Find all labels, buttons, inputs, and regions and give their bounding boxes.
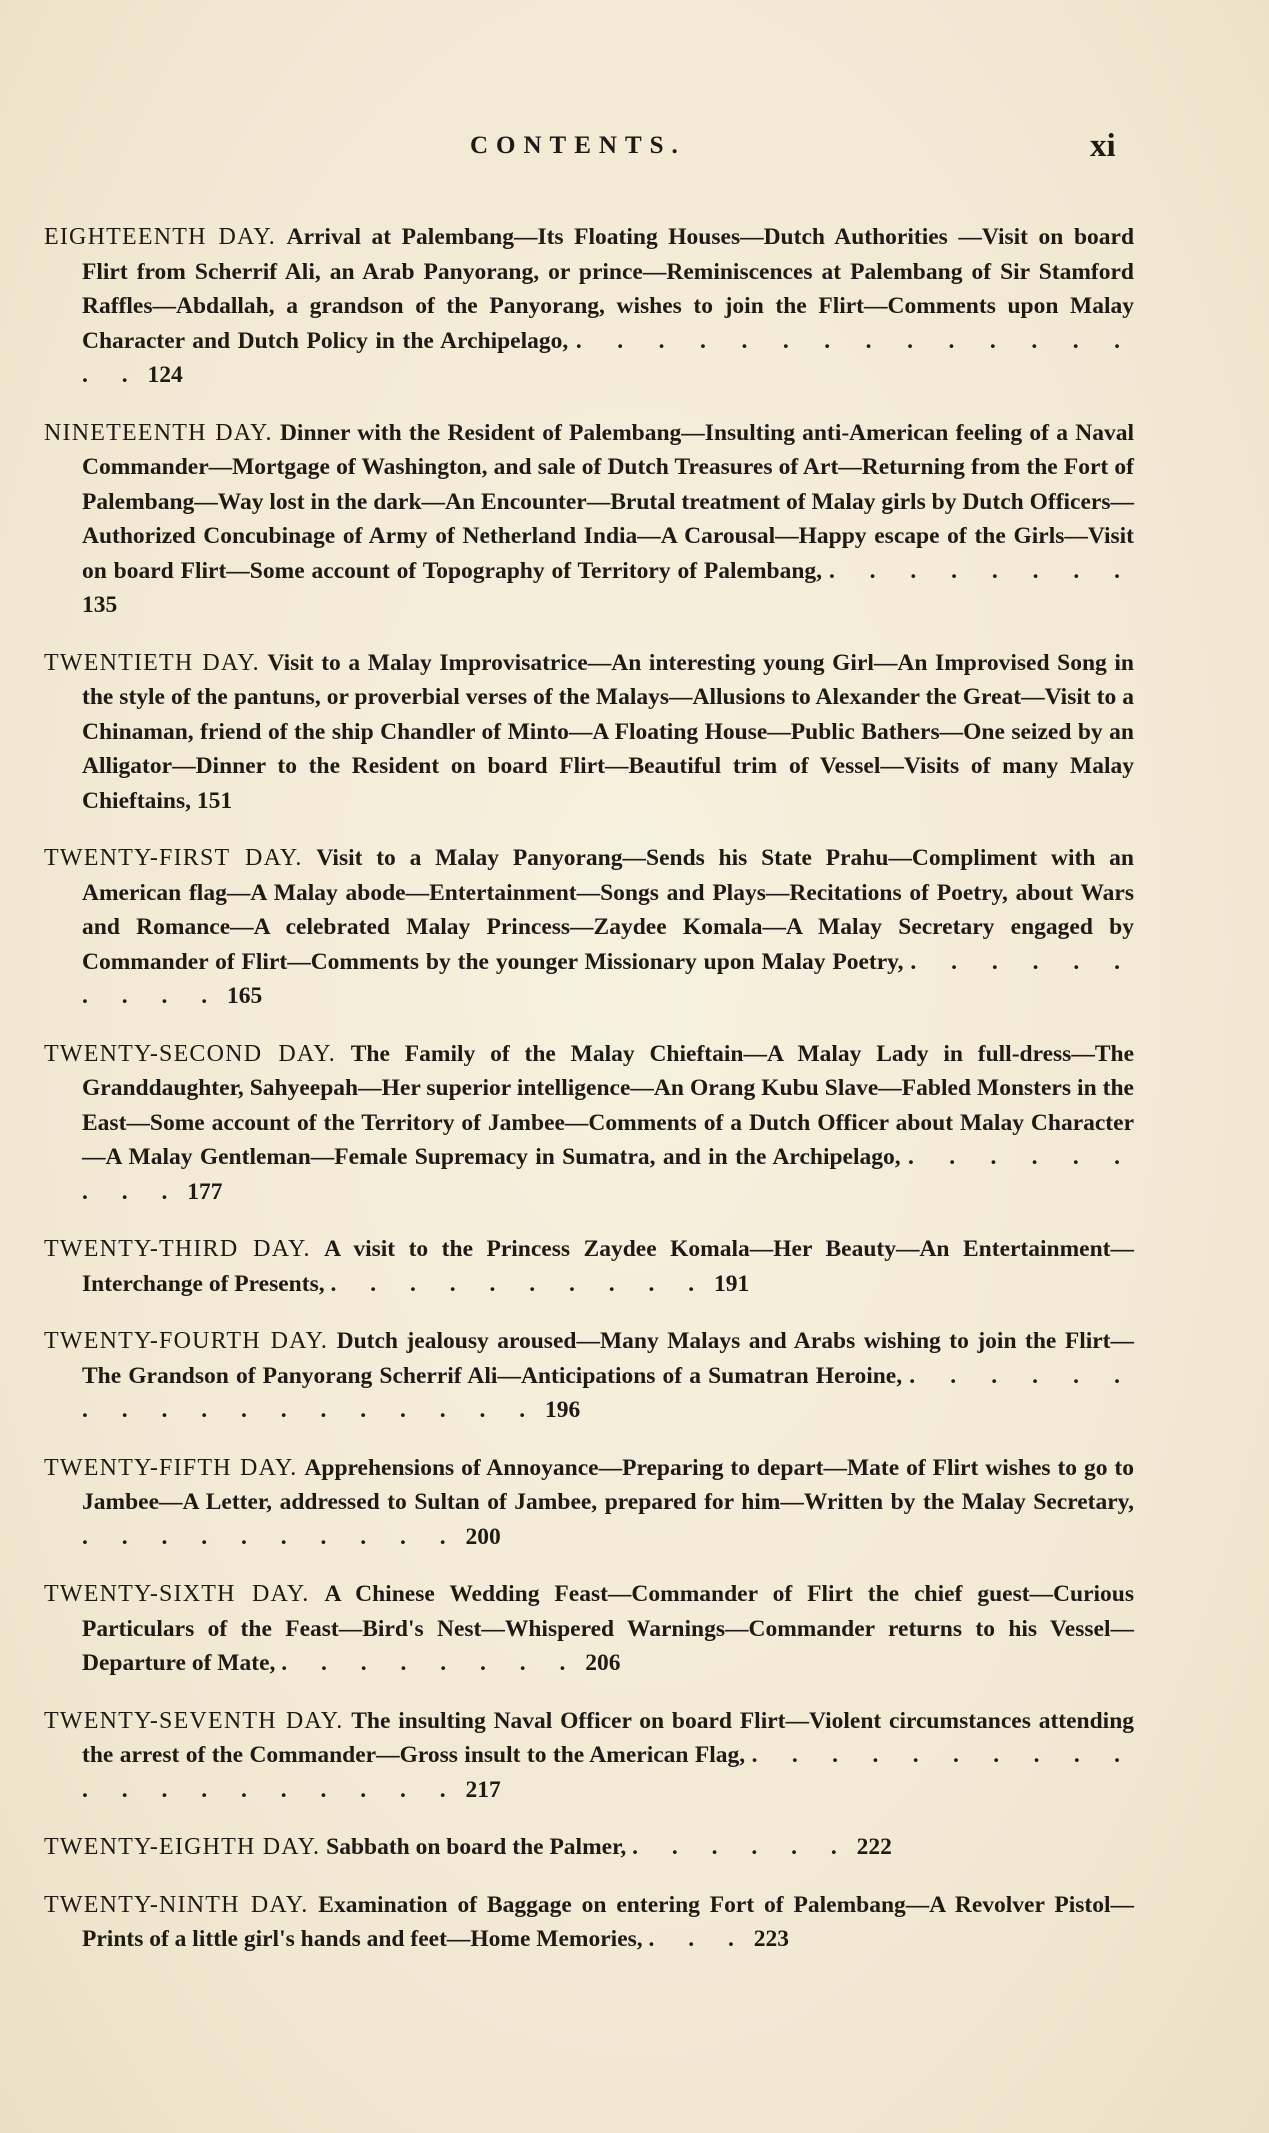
entry-page: 135 [82, 592, 118, 618]
entry-day: TWENTY-NINTH DAY. [44, 1891, 309, 1918]
entry-text: A visit to the Princess Zaydee Komala—Her Beauty—An Entertainment—Interchange of Presents, [82, 1236, 1134, 1297]
entry-page: 222 [856, 1834, 892, 1860]
entry-leader: . . . [648, 1926, 748, 1952]
contents-entry [44, 1232, 1134, 1301]
entry-text: Arrival at Palembang—Its Floating Houses—Dutch Authorities —Visit on board Flirt from Scherrif Ali, an Arab Panyorang, or prince—Reminiscences at Palembang of Sir Stamford Raffles—Abdallah, a grandson of the Panyorang, wishes to join the Flirt—Comments upon Malay Character and Dutch Policy in the Archipelago, [82, 224, 1135, 354]
contents-entry [44, 1037, 1134, 1210]
entry-day: TWENTY-THIRD DAY. [44, 1236, 311, 1262]
contents-entry [44, 841, 1134, 1014]
entry-day: TWENTY-EIGHTH DAY. [44, 1834, 321, 1860]
entry-page: 177 [187, 1178, 223, 1205]
contents-entry [44, 220, 1134, 393]
entry-text: Visit to a Malay Panyorang—Sends his State Prahu—Compliment with an American flag—A Malay abode—Entertainment—Songs and Plays—Recitations of Poetry, about Wars and Romance—A celebrated Malay Princess—Zaydee Komala—A Malay Secretary engaged by Commander of Flirt—Comments by the younger Missionary upon Malay Poetry, [82, 845, 1135, 975]
entry-day: TWENTIETH DAY. [44, 649, 260, 676]
contents-entry [44, 416, 1134, 623]
entry-leader: . . . . . . . . . . . . . . . . . . . . [82, 1742, 1135, 1803]
entry-page: 165 [227, 983, 263, 1009]
entry-day: TWENTY-FOURTH DAY. [44, 1328, 329, 1354]
entry-leader: . . . . . . . . . . [330, 1270, 709, 1297]
contents-entry [44, 1451, 1134, 1555]
entry-text: Dinner with the Resident of Palembang—Insulting anti-American feeling of a Naval Commander—Mortgage of Washington, and sale of Dutch Treasures of Art—Returning from the Fort of Palembang—Way lost in the dark—An Encounter—Brutal treatment of Malay girls by Dutch Officers—Authorized Concubinage of Army of Netherland India—A Carousal—Happy escape of the Girls—Visit on board Flirt—Some account of Topography of Territory of Palembang, [82, 419, 1134, 584]
entry-day: TWENTY-SIXTH DAY. [44, 1581, 310, 1607]
entry-page: 223 [753, 1926, 790, 1952]
entry-day: TWENTY-FIRST DAY. [44, 845, 303, 871]
contents-entry [44, 1577, 1134, 1681]
entry-leader: . . . . . . . . [828, 557, 1135, 584]
entry-text: Visit to a Malay Improvisatrice—An interesting young Girl—An Improvised Song in the style of the pantuns, or proverbial verses of the Malays—Allusions to Alexander the Great—Visit to a Chinaman, friend of the ship Chandler of Minto—A Floating House—Public Bathers—One seized by an Alligator—Dinner to the Resident on board Flirt—Beautiful trim of Vessel—Visits of many Malay Chieftains, [82, 649, 1135, 814]
contents-entry [44, 1324, 1134, 1428]
entry-day: TWENTY-SECOND DAY. [44, 1040, 336, 1067]
page-number: xi [1090, 128, 1116, 164]
entry-page: 196 [545, 1397, 581, 1423]
entry-text: Sabbath on board the Palmer, [326, 1834, 627, 1860]
entry-page: 217 [465, 1776, 501, 1803]
entry-page: 200 [465, 1523, 501, 1550]
entry-day: TWENTY-FIFTH DAY. [44, 1454, 298, 1481]
entry-day: NINETEENTH DAY. [44, 419, 273, 446]
entry-leader: . . . . . . . . . . . . . . . . . . [82, 1362, 1135, 1423]
entry-text: The Family of the Malay Chieftain—A Malay Lady in full-dress—The Granddaughter, Sahyeepah—Her superior intelligence—An Orang Kubu Slave—Fabled Monsters in the East—Some account of the Territory of Jambee—Comments of a Dutch Officer about Malay Character—A Malay Gentleman—Female Supremacy in Sumatra, and in the Archipelago, [82, 1040, 1135, 1170]
entry-text: Dutch jealousy aroused—Many Malays and Arabs wishing to join the Flirt—The Grandson of Panyorang Scherrif Ali—Anticipations of a Sumatran Heroine, [82, 1328, 1135, 1389]
entry-day: EIGHTEENTH DAY. [44, 224, 277, 250]
entry-text: Apprehensions of Annoyance—Preparing to depart—Mate of Flirt wishes to go to Jambee—A Letter, addressed to Sultan of Jambee, prepared for him—Written by the Malay Secretary, [82, 1454, 1134, 1515]
entry-day: TWENTY-SEVENTH DAY. [44, 1707, 344, 1734]
contents-entry [44, 1888, 1134, 1957]
entry-leader: . . . . . . . . . . [82, 1523, 460, 1550]
entry-page: 124 [147, 362, 183, 388]
entry-text: A Chinese Wedding Feast—Commander of Flirt the chief guest—Curious Particulars of the Feast—Bird's Nest—Whispered Warnings—Commander returns to his Vessel—Departure of Mate, [82, 1581, 1135, 1676]
contents-entry [44, 1830, 1134, 1865]
running-head [0, 128, 1269, 172]
entry-leader: . . . . . . . . . [82, 1144, 1135, 1205]
running-title: CONTENTS. [470, 132, 686, 159]
entry-page: 151 [196, 787, 233, 814]
contents-entry [44, 646, 1134, 819]
entry-page: 206 [585, 1650, 621, 1676]
entry-leader: . . . . . . [632, 1834, 851, 1860]
entry-leader: . . . . . . . . [281, 1650, 580, 1676]
entry-leader: . . . . . . . . . . . . . . . . [82, 327, 1135, 388]
entry-text: The insulting Naval Officer on board Flirt—Violent circumstances attending the arrest of the Commander—Gross insult to the American Flag, [82, 1707, 1135, 1768]
entry-leader: . . . . . . . . . . [82, 948, 1135, 1009]
contents-list [44, 220, 1134, 1980]
entry-page: 191 [713, 1270, 750, 1297]
entry-text: Examination of Baggage on entering Fort of Palembang—A Revolver Pistol—Prints of a little girl's hands and feet—Home Memories, [82, 1891, 1134, 1952]
contents-entry [44, 1704, 1134, 1808]
